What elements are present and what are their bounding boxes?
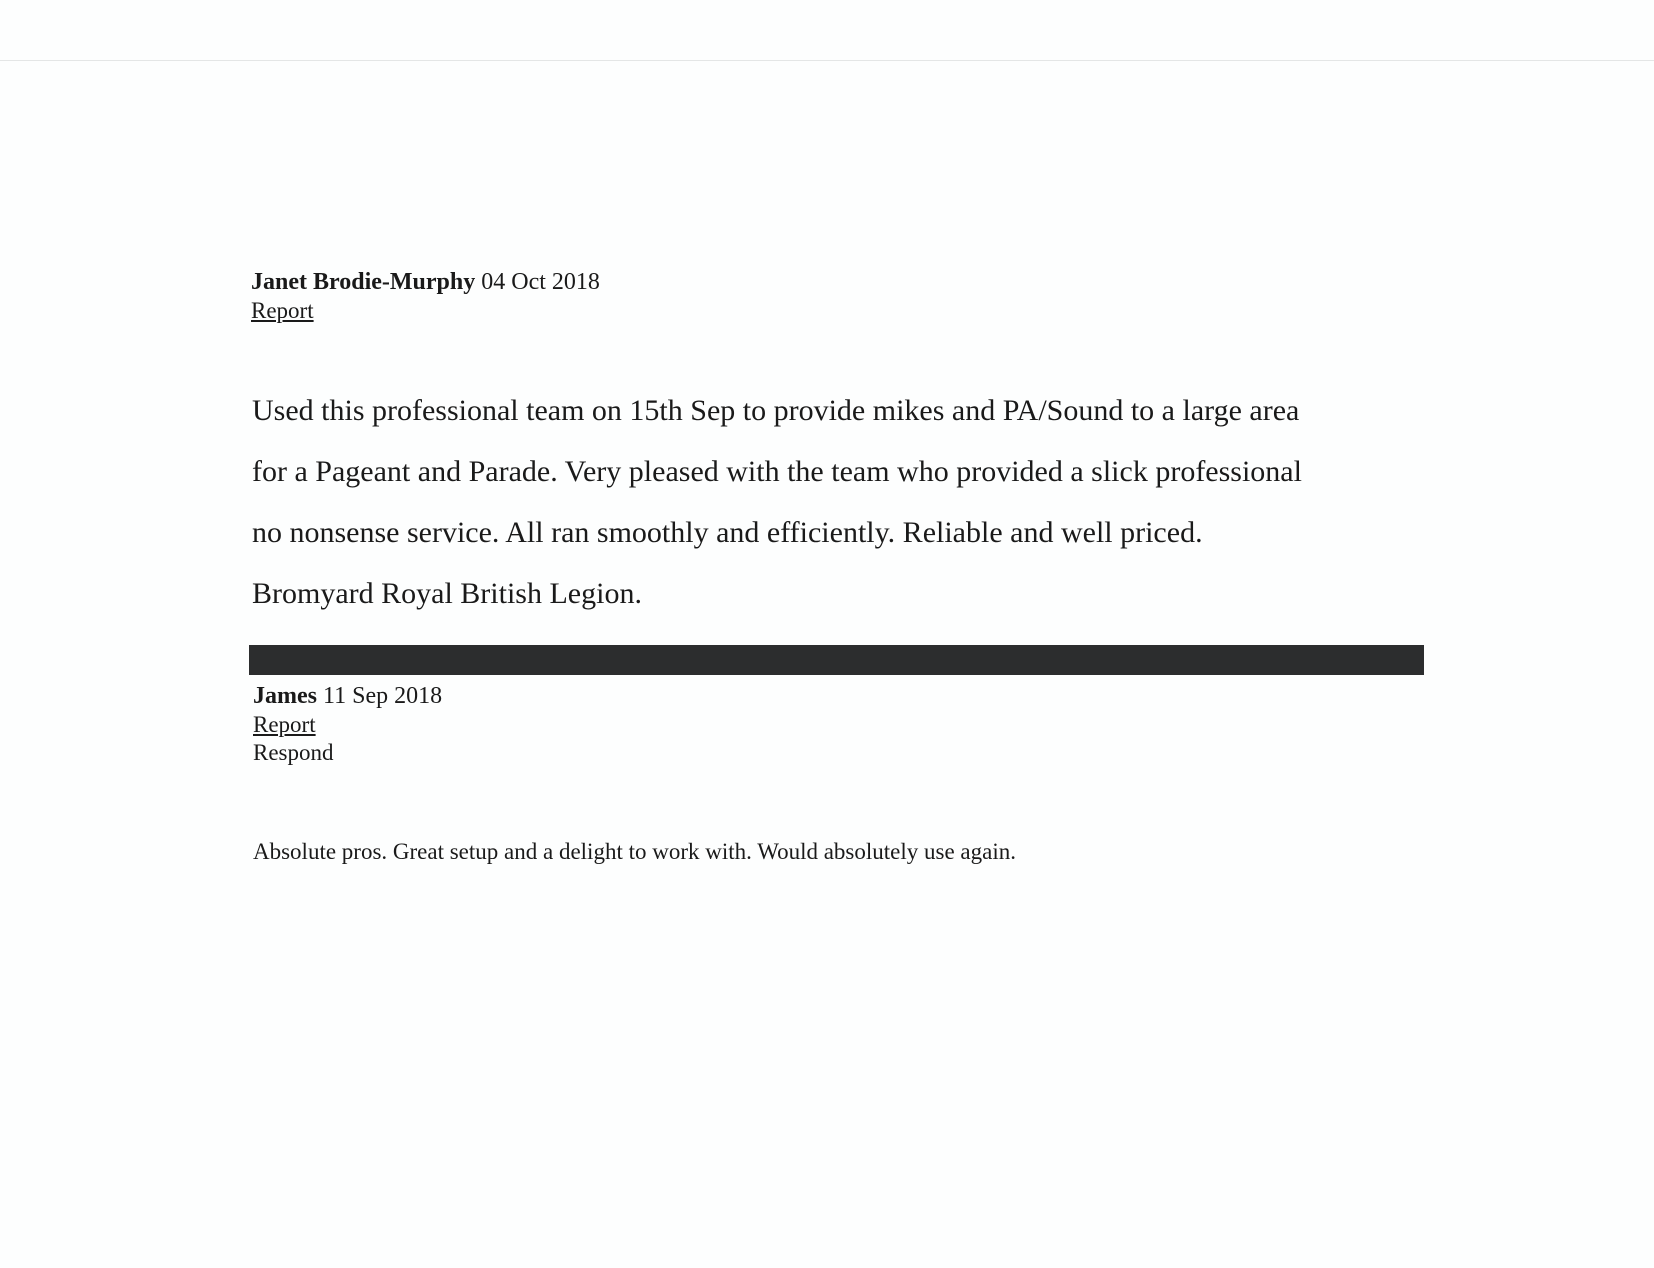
respond-link[interactable]: Respond (253, 740, 334, 765)
report-link[interactable]: Report (253, 712, 316, 737)
review-author: Janet Brodie-Murphy (251, 269, 476, 295)
review-author: James (253, 683, 317, 709)
review-date: 11 Sep 2018 (322, 683, 443, 709)
review-divider-bar (249, 645, 1424, 675)
review-body (252, 380, 1412, 624)
review-actions (253, 711, 334, 767)
review-header (253, 681, 442, 711)
review-date: 04 Oct 2018 (481, 269, 600, 295)
report-link[interactable]: Report (251, 298, 314, 323)
review-body-line: Bromyard Royal British Legion. (252, 577, 642, 610)
review-actions (251, 297, 314, 325)
review-body-line: Used this professional team on 15th Sep to provide mikes and PA/Sound to a large area (252, 394, 1300, 427)
review-body: Absolute pros. Great setup and a delight to work with. Would absolutely use again. (253, 839, 1016, 864)
scan-edge-line (0, 60, 1654, 61)
review-body-line: no nonsense service. All ran smoothly and efficiently. Reliable and well priced. (252, 516, 1203, 549)
review-body-line: for a Pageant and Parade. Very pleased with the team who provided a slick professional (252, 455, 1302, 488)
review-header (251, 267, 600, 297)
